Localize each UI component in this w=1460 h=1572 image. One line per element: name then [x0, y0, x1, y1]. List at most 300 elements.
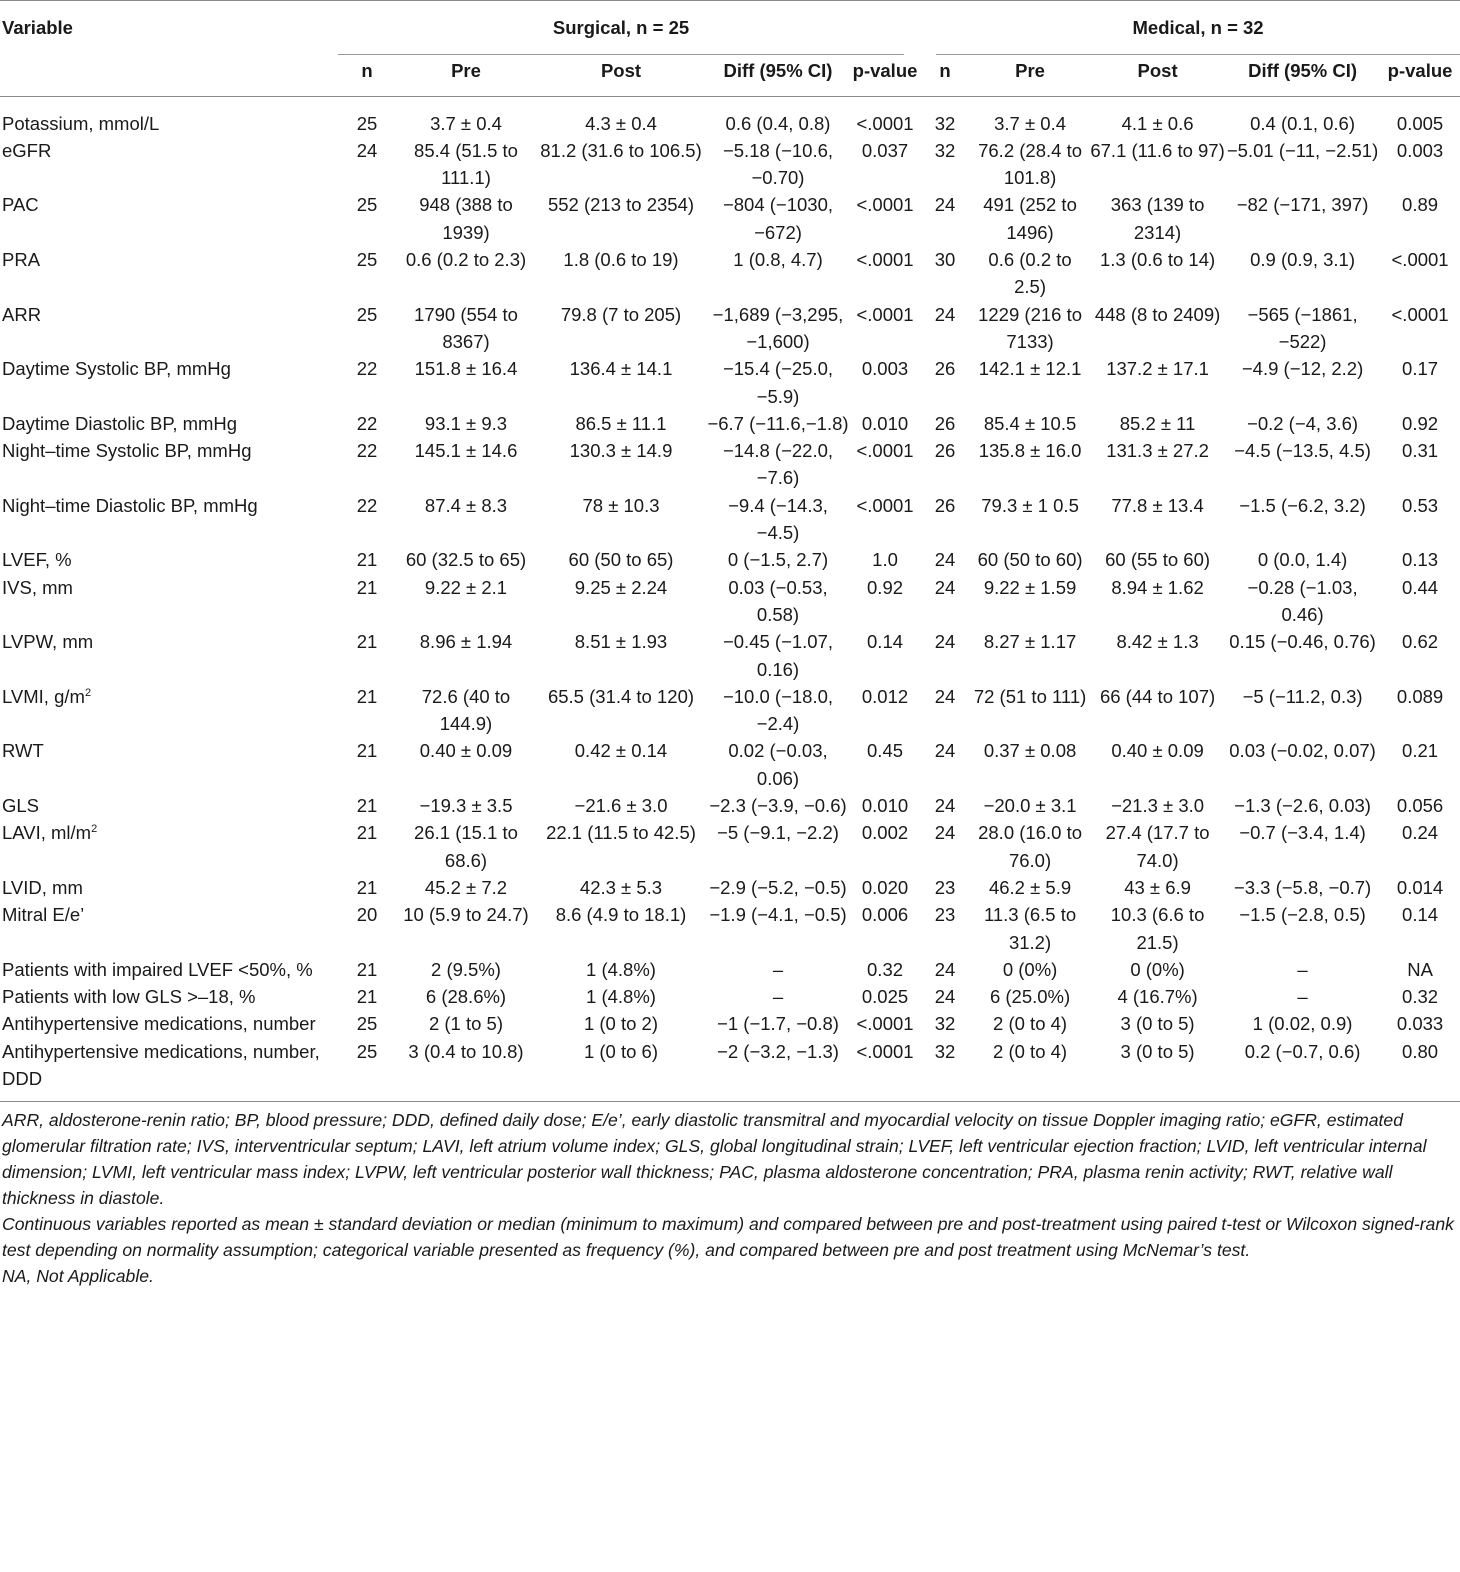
table-body: [0, 96, 1460, 1102]
table-row: [0, 956, 1460, 983]
surgical-n-cell: 20: [356, 904, 378, 926]
medical-p-value-cell: 0.003: [1396, 139, 1444, 161]
surgical-diff-cell: −1.9 (−4.1, −0.5): [709, 904, 847, 926]
medical-post-cell: 60 (55 to 60): [1105, 549, 1211, 571]
surgical-p-value-cell: 0.037: [861, 139, 909, 161]
medical-post-cell: 363 (139 to 2314): [1110, 194, 1205, 243]
surgical-pre-cell: 145.1 ± 14.6: [414, 440, 518, 462]
surgical-p-value-cell: <.0001: [856, 112, 914, 134]
surgical-diff-cell: −6.7 (−11.6,−1.8): [707, 412, 849, 434]
surgical-diff-cell: −5.18 (−10.6, −0.70): [722, 139, 834, 189]
medical-n-cell: 32: [934, 1040, 956, 1062]
medical-group-header: Medical, n = 32: [920, 1, 1460, 56]
variable-cell: [0, 191, 338, 246]
medical-post-cell: 131.3 ± 27.2: [1106, 440, 1209, 462]
variable-cell: [0, 137, 338, 192]
variable-cell: [0, 1038, 338, 1102]
surgical-n-cell: 25: [356, 112, 378, 134]
variable-label: Antihypertensive medications, number, DDD: [2, 1040, 320, 1089]
variable-cell: [0, 1010, 338, 1037]
table-row: [0, 683, 1460, 738]
table-row: [0, 628, 1460, 683]
surgical-p-value-cell: 0.010: [861, 412, 909, 434]
medical-p-value-cell: 0.80: [1402, 1040, 1439, 1062]
surgical-n-cell: 21: [356, 549, 378, 571]
medical-p-value-cell: 0.44: [1402, 576, 1439, 598]
surgical-p-value-cell: <.0001: [856, 440, 914, 462]
variable-cell: [0, 301, 338, 356]
medical-diff-cell: 0.03 (−0.02, 0.07): [1229, 740, 1376, 762]
medical-post-cell: 0.40 ± 0.09: [1111, 740, 1204, 762]
surgical-p-header: p-value: [852, 60, 918, 82]
variable-cell: [0, 819, 338, 874]
surgical-n-cell: 22: [356, 412, 378, 434]
medical-n-cell: 24: [934, 958, 956, 980]
surgical-post-cell: 1 (0 to 6): [583, 1040, 659, 1062]
surgical-diff-cell: 0 (−1.5, 2.7): [727, 549, 829, 571]
surgical-post-cell: 130.3 ± 14.9: [569, 440, 673, 462]
medical-p-value-cell: 0.53: [1402, 494, 1439, 516]
variable-cell: [0, 737, 338, 792]
surgical-p-value-cell: 0.92: [867, 576, 904, 598]
surgical-post-cell: 86.5 ± 11.1: [575, 412, 667, 434]
surgical-p-value-cell: 0.025: [861, 986, 909, 1008]
medical-n-cell: 26: [934, 494, 956, 516]
medical-post-cell: 8.94 ± 1.62: [1111, 576, 1204, 598]
variable-cell: [0, 437, 338, 492]
surgical-diff-cell: −2 (−3.2, −1.3): [717, 1040, 839, 1062]
surgical-pre-cell: 3 (0.4 to 10.8): [408, 1040, 524, 1062]
medical-pre-cell: 2 (0 to 4): [993, 1013, 1068, 1035]
medical-pre-cell: 2 (0 to 4): [993, 1040, 1068, 1062]
variable-cell: [0, 792, 338, 819]
medical-p-value-cell: 0.21: [1402, 740, 1439, 762]
medical-p-value-cell: 0.14: [1402, 904, 1439, 926]
surgical-n-cell: 22: [356, 358, 378, 380]
surgical-pre-cell: 9.22 ± 2.1: [424, 576, 508, 598]
surgical-p-value-cell: 0.45: [867, 740, 904, 762]
variable-label: ARR: [2, 303, 42, 325]
medical-pre-cell: 0 (0%): [1002, 958, 1058, 980]
medical-p-value-cell: 0.32: [1402, 986, 1439, 1008]
variable-cell: [0, 410, 338, 437]
medical-post-cell: 43 ± 6.9: [1124, 876, 1191, 898]
variable-label: GLS: [2, 795, 40, 817]
variable-label: Night–time Systolic BP, mmHg: [2, 440, 252, 462]
medical-n-cell: 24: [934, 822, 956, 844]
medical-post-cell: 67.1 (11.6 to 97): [1090, 139, 1225, 161]
table-row: [0, 1010, 1460, 1037]
medical-p-value-cell: 0.62: [1402, 631, 1439, 653]
surgical-post-cell: 4.3 ± 0.4: [585, 112, 657, 134]
variable-cell: [0, 574, 338, 629]
table-row: [0, 437, 1460, 492]
surgical-pre-cell: 6 (28.6%): [425, 986, 507, 1008]
medical-pre-cell: 0.6 (0.2 to 2.5): [988, 249, 1072, 298]
surgical-pre-cell: 2 (9.5%): [431, 958, 501, 980]
surgical-p-value-cell: <.0001: [856, 1013, 914, 1035]
medical-diff-cell: –: [1297, 958, 1308, 980]
medical-diff-cell: 0 (0.0, 1.4): [1257, 549, 1348, 571]
medical-diff-cell: 0.4 (0.1, 0.6): [1250, 112, 1356, 134]
surgical-diff-cell: −804 (−1030, −672): [722, 194, 834, 243]
medical-n-cell: 26: [934, 358, 956, 380]
surgical-pre-cell: 60 (32.5 to 65): [405, 549, 527, 571]
medical-n-cell: 26: [934, 412, 956, 434]
table-row: [0, 96, 1460, 137]
medical-pre-cell: 60 (50 to 60): [977, 549, 1083, 571]
surgical-p-value-cell: 1.0: [872, 549, 898, 571]
medical-pre-cell: 72 (51 to 111): [973, 685, 1087, 707]
medical-p-value-cell: 0.033: [1396, 1013, 1444, 1035]
medical-diff-cell: 0.2 (−0.7, 0.6): [1244, 1040, 1361, 1062]
medical-post-cell: 4 (16.7%): [1117, 986, 1198, 1008]
surgical-post-cell: 0.42 ± 0.14: [574, 740, 668, 762]
medical-pre-cell: 135.8 ± 16.0: [978, 440, 1082, 462]
medical-post-cell: 85.2 ± 11: [1119, 412, 1196, 434]
variable-cell: [0, 983, 338, 1010]
variable-label: LVID, mm: [2, 876, 83, 898]
medical-pre-cell: 76.2 (28.4 to 101.8): [978, 139, 1082, 189]
medical-pre-cell: 6 (25.0%): [989, 986, 1071, 1008]
medical-n-cell: 24: [934, 631, 956, 653]
variable-cell: [0, 901, 338, 956]
variable-label: Night–time Diastolic BP, mmHg: [2, 494, 258, 516]
medical-n-cell: 32: [934, 112, 956, 134]
medical-p-value-cell: 0.31: [1402, 440, 1439, 462]
medical-n-cell: 32: [934, 1013, 956, 1035]
surgical-diff-cell: −1,689 (−3,295, −1,600): [712, 303, 844, 352]
medical-diff-cell: −1.5 (−2.8, 0.5): [1239, 904, 1366, 926]
variable-label: PAC: [2, 194, 39, 216]
surgical-p-value-cell: <.0001: [856, 494, 914, 516]
variable-label: Daytime Systolic BP, mmHg: [2, 358, 231, 380]
surgical-diff-cell: −15.4 (−25.0, −5.9): [722, 358, 834, 407]
surgical-pre-cell: 1790 (554 to 8367): [414, 303, 518, 352]
surgical-n-cell: 21: [356, 795, 378, 817]
medical-post-cell: 448 (8 to 2409): [1094, 303, 1221, 325]
superscript: 2: [84, 686, 92, 699]
surgical-p-value-cell: 0.010: [861, 795, 909, 817]
medical-p-value-cell: 0.13: [1402, 549, 1439, 571]
surgical-p-value-cell: <.0001: [856, 1040, 914, 1062]
surgical-n-cell: 24: [356, 139, 378, 161]
variable-label: Mitral E/e’: [2, 904, 85, 926]
variable-label: LVPW, mm: [2, 631, 94, 653]
medical-diff-cell: −82 (−171, 397): [1236, 194, 1369, 216]
variable-label: IVS, mm: [2, 576, 73, 598]
medical-post-cell: 8.42 ± 1.3: [1116, 631, 1199, 653]
variable-cell: [0, 683, 338, 738]
surgical-diff-cell: −5 (−9.1, −2.2): [717, 822, 839, 844]
medical-post-cell: 1.3 (0.6 to 14): [1099, 249, 1216, 271]
medical-p-value-cell: 0.056: [1396, 795, 1444, 817]
surgical-diff-cell: −2.9 (−5.2, −0.5): [709, 876, 847, 898]
medical-diff-cell: 1 (0.02, 0.9): [1252, 1013, 1353, 1035]
medical-n-cell: 23: [934, 904, 956, 926]
medical-p-value-cell: 0.17: [1402, 358, 1439, 380]
surgical-post-cell: 1 (0 to 2): [583, 1013, 659, 1035]
surgical-n-cell: 21: [356, 958, 378, 980]
medical-pre-cell: 79.3 ± 1 0.5: [981, 494, 1079, 516]
medical-pre-cell: 142.1 ± 12.1: [978, 358, 1082, 380]
medical-n-cell: 24: [934, 795, 956, 817]
medical-n-header: n: [939, 60, 951, 82]
medical-post-cell: 4.1 ± 0.6: [1121, 112, 1194, 134]
medical-post-cell: 137.2 ± 17.1: [1106, 358, 1209, 380]
methods-footnote: Continuous variables reported as mean ± standard deviation or median (minimum to maximum) and compared between pre and post-treatment using paired t-test or Wilcoxon signed-rank test depending on normality assumption; categorical variable presented as frequency (%), and compared between pre and post treatment using McNemar’s test.: [2, 1214, 1454, 1261]
medical-p-value-cell: 0.089: [1396, 685, 1444, 707]
subheader-row: [0, 55, 1460, 96]
surgical-post-cell: 60 (50 to 65): [568, 549, 674, 571]
surgical-p-value-cell: 0.006: [861, 904, 909, 926]
medical-post-cell: 77.8 ± 13.4: [1111, 494, 1204, 516]
variable-cell: [0, 956, 338, 983]
medical-post-cell: −21.3 ± 3.0: [1111, 795, 1205, 817]
surgical-pre-cell: −19.3 ± 3.5: [419, 795, 513, 817]
group-header-row: [0, 1, 1460, 56]
medical-post-cell: 10.3 (6.6 to 21.5): [1110, 904, 1205, 953]
table-row: [0, 191, 1460, 246]
medical-diff-cell: −3.3 (−5.8, −0.7): [1233, 876, 1372, 898]
surgical-p-value-cell: <.0001: [856, 303, 914, 325]
medical-pre-cell: 46.2 ± 5.9: [988, 876, 1072, 898]
surgical-diff-cell: 0.6 (0.4, 0.8): [725, 112, 831, 134]
medical-post-cell: 0 (0%): [1130, 958, 1185, 980]
surgical-pre-cell: 26.1 (15.1 to 68.6): [414, 822, 518, 871]
medical-diff-cell: −565 (−1861, −522): [1247, 303, 1358, 352]
medical-n-cell: 30: [934, 249, 956, 271]
medical-n-cell: 24: [934, 576, 956, 598]
surgical-diff-cell: −9.4 (−14.3, −4.5): [728, 494, 828, 544]
medical-n-cell: 23: [934, 876, 956, 898]
surgical-p-value-cell: 0.020: [861, 876, 909, 898]
surgical-n-cell: 25: [356, 249, 378, 271]
surgical-n-cell: 21: [356, 986, 378, 1008]
medical-diff-cell: 0.15 (−0.46, 0.76): [1229, 631, 1376, 653]
surgical-n-cell: 21: [356, 685, 378, 707]
variable-header: Variable: [2, 17, 73, 38]
medical-p-value-cell: 0.24: [1402, 822, 1439, 844]
medical-n-cell: 24: [934, 740, 956, 762]
table-row: [0, 246, 1460, 301]
variable-cell: [0, 246, 338, 301]
medical-p-value-cell: 0.92: [1402, 412, 1439, 434]
surgical-post-cell: 78 ± 10.3: [582, 494, 660, 516]
medical-pre-cell: 85.4 ± 10.5: [983, 412, 1077, 434]
variable-cell: [0, 874, 338, 901]
medical-n-cell: 24: [934, 303, 956, 325]
table-row: [0, 546, 1460, 573]
variable-cell: [0, 492, 338, 547]
variable-cell: [0, 546, 338, 573]
surgical-post-cell: 65.5 (31.4 to 120): [547, 685, 695, 707]
surgical-p-value-cell: <.0001: [856, 249, 914, 271]
surgical-diff-header: Diff (95% CI): [723, 60, 833, 82]
table-row: [0, 574, 1460, 629]
table-row: [0, 901, 1460, 956]
surgical-n-cell: 21: [356, 876, 378, 898]
table-footnotes: [0, 1102, 1460, 1289]
variable-cell: [0, 96, 338, 137]
medical-p-value-cell: 0.014: [1396, 876, 1444, 898]
surgical-post-cell: 8.6 (4.9 to 18.1): [555, 904, 687, 926]
surgical-pre-cell: 87.4 ± 8.3: [424, 494, 508, 516]
table-row: [0, 983, 1460, 1010]
surgical-pre-cell: 10 (5.9 to 24.7): [403, 904, 529, 926]
surgical-pre-cell: 0.40 ± 0.09: [419, 740, 513, 762]
medical-n-cell: 26: [934, 440, 956, 462]
table-row: [0, 492, 1460, 547]
surgical-n-cell: 25: [356, 194, 378, 216]
medical-pre-header: Pre: [1015, 60, 1045, 82]
surgical-n-cell: 25: [356, 1013, 378, 1035]
surgical-post-cell: 42.3 ± 5.3: [579, 876, 663, 898]
medical-diff-cell: 0.9 (0.9, 3.1): [1250, 249, 1356, 271]
table-header: [0, 1, 1460, 97]
surgical-p-value-cell: 0.14: [867, 631, 904, 653]
table-row: [0, 355, 1460, 410]
variable-label: Daytime Diastolic BP, mmHg: [2, 412, 238, 434]
table-row: [0, 792, 1460, 819]
variable-cell: [0, 355, 338, 410]
medical-pre-cell: 28.0 (16.0 to 76.0): [978, 822, 1082, 871]
surgical-pre-cell: 72.6 (40 to 144.9): [421, 685, 511, 735]
surgical-pre-cell: 151.8 ± 16.4: [414, 358, 518, 380]
surgical-diff-cell: −10.0 (−18.0, −2.4): [722, 685, 834, 735]
surgical-group-header: Surgical, n = 25: [338, 1, 920, 56]
table-row: [0, 874, 1460, 901]
surgical-diff-cell: −14.8 (−22.0, −7.6): [722, 440, 834, 489]
surgical-post-cell: 22.1 (11.5 to 42.5): [546, 822, 696, 844]
surgical-post-cell: 9.25 ± 2.24: [574, 576, 668, 598]
surgical-post-cell: 81.2 (31.6 to 106.5): [540, 139, 702, 161]
surgical-diff-cell: 0.02 (−0.03, 0.06): [728, 740, 828, 789]
surgical-n-cell: 21: [356, 576, 378, 598]
surgical-post-header: Post: [600, 60, 642, 82]
variable-label: RWT: [2, 740, 44, 762]
medical-n-cell: 24: [934, 194, 956, 216]
table-row: [0, 737, 1460, 792]
medical-p-header: p-value: [1387, 60, 1453, 82]
medical-diff-cell: −5 (−11.2, 0.3): [1242, 685, 1363, 707]
subheader-blank: [0, 55, 338, 96]
medical-pre-cell: 9.22 ± 1.59: [983, 576, 1077, 598]
variable-label: eGFR: [2, 139, 52, 161]
medical-post-header: Post: [1137, 60, 1178, 82]
medical-n-cell: 32: [934, 139, 956, 161]
superscript: 2: [91, 823, 98, 836]
table-row: [0, 1038, 1460, 1102]
surgical-post-cell: 552 (213 to 2354): [547, 194, 695, 216]
variable-label: LVEF, %: [2, 549, 72, 571]
medical-n-cell: 24: [934, 549, 956, 571]
surgical-pre-cell: 2 (1 to 5): [428, 1013, 504, 1035]
medical-pre-cell: 11.3 (6.5 to 31.2): [983, 904, 1077, 953]
surgical-diff-cell: −1 (−1.7, −0.8): [717, 1013, 839, 1035]
surgical-pre-cell: 93.1 ± 9.3: [424, 412, 508, 434]
surgical-pre-cell: 45.2 ± 7.2: [424, 876, 508, 898]
surgical-diff-cell: –: [772, 986, 784, 1008]
medical-diff-header: Diff (95% CI): [1248, 60, 1358, 82]
medical-n-cell: 24: [934, 685, 956, 707]
surgical-diff-cell: –: [772, 958, 784, 980]
surgical-post-cell: 8.51 ± 1.93: [574, 631, 668, 653]
surgical-n-cell: 25: [356, 303, 378, 325]
medical-post-cell: 3 (0 to 5): [1120, 1040, 1195, 1062]
medical-p-value-cell: NA: [1407, 958, 1433, 980]
surgical-diff-cell: −2.3 (−3.9, −0.6): [709, 795, 847, 817]
surgical-post-cell: 1 (4.8%): [586, 986, 656, 1008]
medical-diff-cell: −4.5 (−13.5, 4.5): [1234, 440, 1371, 462]
medical-diff-cell: –: [1297, 986, 1308, 1008]
medical-pre-cell: 1229 (216 to 7133): [978, 303, 1083, 352]
variable-label: PRA: [2, 249, 41, 271]
surgical-pre-cell: 3.7 ± 0.4: [430, 112, 502, 134]
variable-label: Patients with impaired LVEF <50%, %: [2, 958, 313, 980]
medical-pre-cell: 8.27 ± 1.17: [983, 631, 1077, 653]
surgical-p-value-cell: 0.002: [861, 822, 909, 844]
surgical-n-cell: 22: [356, 440, 378, 462]
table-row: [0, 819, 1460, 874]
surgical-diff-cell: −0.45 (−1.07, 0.16): [722, 631, 834, 680]
medical-diff-cell: −1.3 (−2.6, 0.03): [1234, 795, 1371, 817]
medical-diff-cell: −5.01 (−11, −2.51): [1226, 139, 1379, 161]
variable-label: LAVI, ml/m: [2, 822, 92, 844]
surgical-diff-cell: 0.03 (−0.53, 0.58): [728, 576, 828, 625]
variable-cell: [0, 628, 338, 683]
variable-label: Potassium, mmol/L: [2, 112, 160, 134]
medical-post-cell: 3 (0 to 5): [1120, 1013, 1195, 1035]
medical-post-cell: 66 (44 to 107): [1099, 685, 1216, 707]
surgical-n-header: n: [361, 60, 373, 82]
variable-label: LVMI, g/m: [2, 685, 85, 707]
abbreviations-footnote: ARR, aldosterone-renin ratio; BP, blood pressure; DDD, defined daily dose; E/e’, early diastolic transmitral and myocardial velocity on tissue Doppler imaging ratio; eGFR, estimated glomerular filtration rate; IVS, interventricular septum; LAVI, left atrium volume index; GLS, global longitudinal strain; LVEF, left ventricular ejection fraction; LVID, left ventricular internal dimension; LVMI, left ventricular mass index; LVPW, left ventricular posterior wall thickness; PAC, plasma aldosterone concentration; PRA, plasma renin activity; RWT, relative wall thickness in diastole.: [2, 1110, 1427, 1209]
surgical-pre-cell: 0.6 (0.2 to 2.3): [405, 249, 527, 271]
medical-diff-cell: −0.28 (−1.03, 0.46): [1247, 576, 1358, 625]
surgical-p-value-cell: <.0001: [856, 194, 914, 216]
surgical-post-cell: 1.8 (0.6 to 19): [563, 249, 679, 271]
surgical-diff-cell: 1 (0.8, 4.7): [733, 249, 823, 271]
medical-diff-cell: −0.2 (−4, 3.6): [1247, 412, 1359, 434]
surgical-p-value-cell: 0.32: [867, 958, 904, 980]
surgical-n-cell: 21: [356, 822, 378, 844]
medical-post-cell: 27.4 (17.7 to 74.0): [1105, 822, 1210, 871]
medical-pre-cell: 3.7 ± 0.4: [994, 112, 1066, 134]
medical-p-value-cell: <.0001: [1391, 249, 1449, 271]
medical-diff-cell: −0.7 (−3.4, 1.4): [1239, 822, 1366, 844]
variable-label: Antihypertensive medications, number: [2, 1013, 316, 1035]
table-row: [0, 137, 1460, 192]
table-row: [0, 410, 1460, 437]
surgical-n-cell: 21: [356, 740, 378, 762]
surgical-p-value-cell: 0.012: [861, 685, 909, 707]
medical-pre-cell: 491 (252 to 1496): [983, 194, 1077, 243]
surgical-pre-cell: 85.4 (51.5 to 111.1): [414, 139, 518, 189]
table-row: [0, 301, 1460, 356]
surgical-post-cell: 79.8 (7 to 205): [560, 303, 682, 325]
medical-p-value-cell: 0.89: [1402, 194, 1439, 216]
surgical-n-cell: 25: [356, 1040, 378, 1062]
surgical-n-cell: 22: [356, 494, 378, 516]
surgical-n-cell: 21: [356, 631, 378, 653]
variable-label: Patients with low GLS >–18, %: [2, 986, 256, 1008]
medical-pre-cell: 0.37 ± 0.08: [983, 740, 1077, 762]
surgical-pre-header: Pre: [451, 60, 481, 82]
surgical-pre-cell: 948 (388 to 1939): [419, 194, 513, 243]
medical-diff-cell: −4.9 (−12, 2.2): [1241, 358, 1364, 380]
medical-n-cell: 24: [934, 986, 956, 1008]
